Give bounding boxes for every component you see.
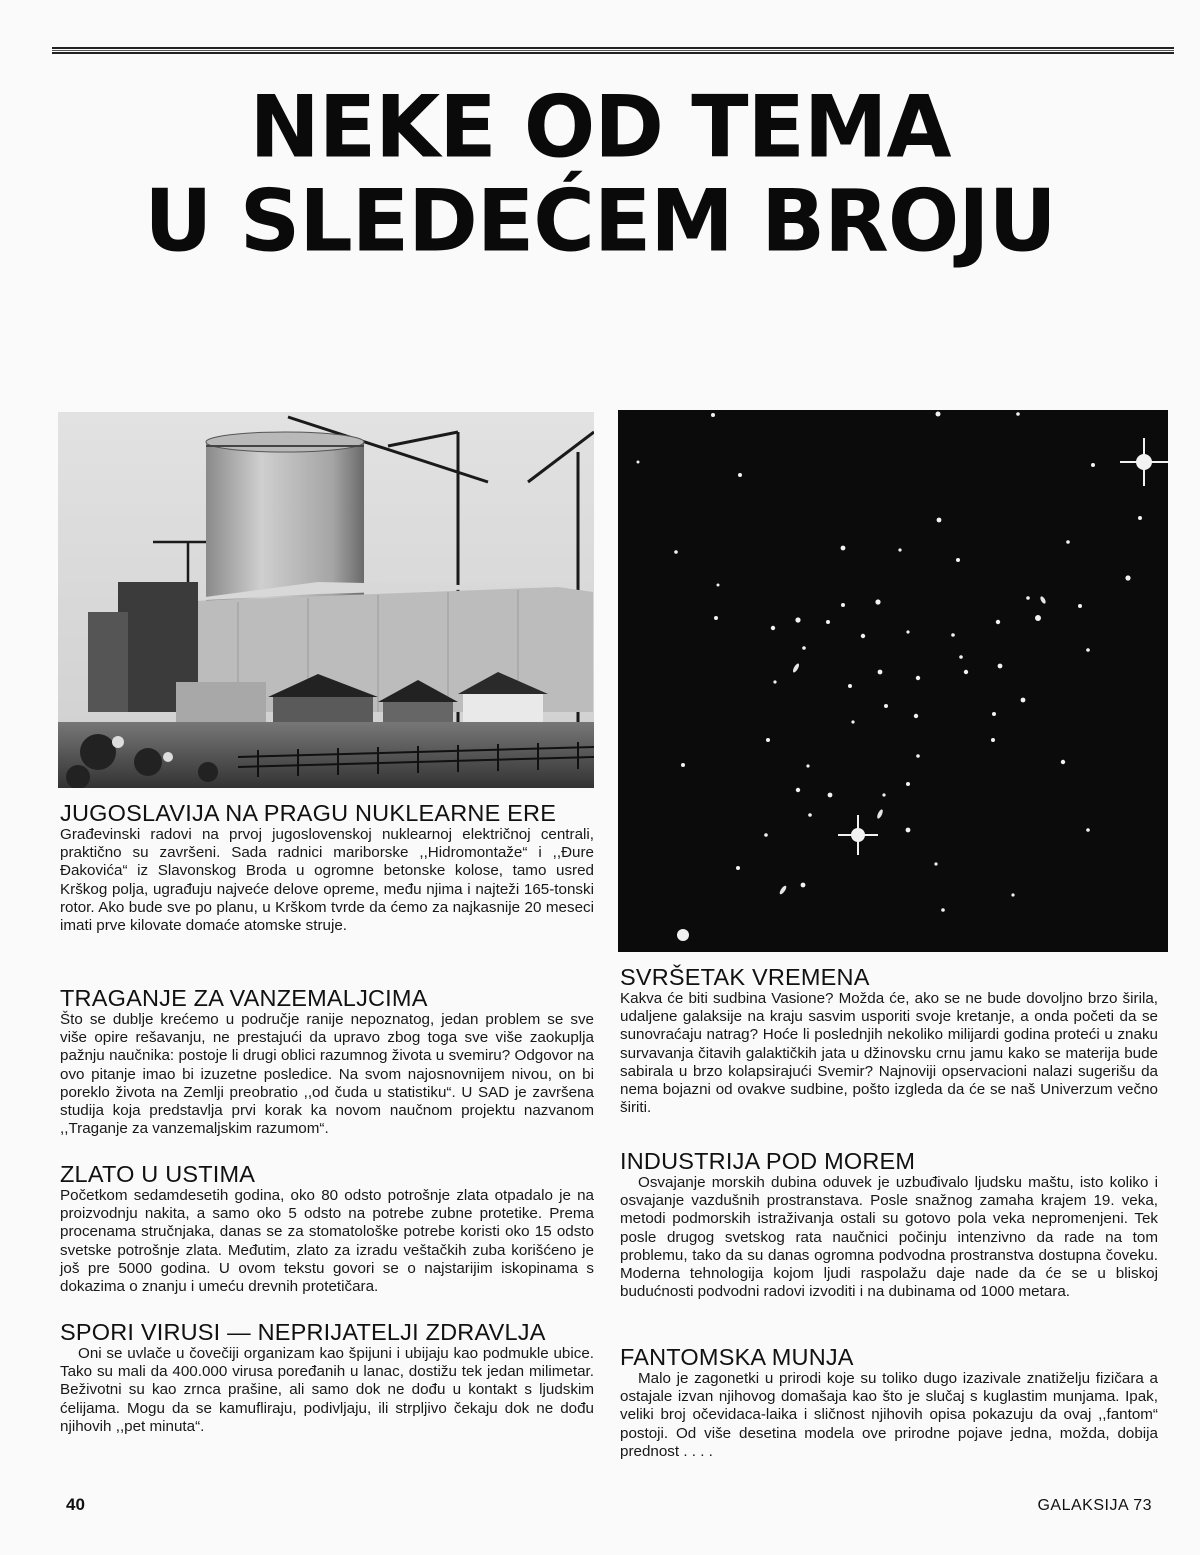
headline xyxy=(0,77,1200,271)
article-title: JUGOSLAVIJA NA PRAGU NUKLEARNE ERE xyxy=(60,800,557,826)
article-title: INDUSTRIJA POD MOREM xyxy=(620,1148,916,1174)
article-body: Što se dublje krećemo u područje ranije nepoznatog, jedan problem se sve više opire rešavanju, ne prestajući da upravo zbog toga sve više zaokuplja pažnju naučnika: postoje li drugi oblici razumnog života u svemiru? Odgovor na ovo pitanje imao bi izuzetne posledice. Na svom najosnovnijem nivou, on bi poreklo života na Zemlji preobratio ,,od čuda u statistiku“. U SAD je završena studija koja predstavlja prvi korak ka novom naučnom projektu nazvanom ,,Traganje za vanzemaljskim razumom“. xyxy=(60,1011,594,1138)
article-aliens xyxy=(60,987,594,1138)
headline-line-2: U SLEDEĆEM BROJU xyxy=(144,170,1056,271)
article-title: FANTOMSKA MUNJA xyxy=(620,1344,854,1370)
article-viruses xyxy=(60,1321,594,1436)
article-body: Osvajanje morskih dubina oduvek je uzbuđivalo ljudsku maštu, isto koliko i osvajanje vazdušnih prostranstava. Posle snažnog zamaha krajem 19. veka, metodi podmorskih istraživanja ostali su gotovo pola veka nepromenjeni. Tek posle drugog svetskog rata naučnici počinju intenzivno da rade na tom problemu, tako da su danas ogromna podvodna prostranstva dostupna čoveku. Moderna tehnologija kojom ljudi raspolažu daje nade da će se u bliskoj budućnosti podvodni radovi izvoditi i na dubinama od 1000 metara. xyxy=(620,1174,1158,1301)
headline-line-1: NEKE OD TEMA xyxy=(249,77,951,178)
article-title: TRAGANJE ZA VANZEMALJCIMA xyxy=(60,985,428,1011)
article-gold xyxy=(60,1163,594,1296)
article-title: ZLATO U USTIMA xyxy=(60,1161,256,1187)
article-undersea-industry xyxy=(620,1150,1158,1301)
article-body: Početkom sedamdesetih godina, oko 80 odsto potrošnje zlata otpadalo je na proizvodnju nakita, a samo oko 5 odsto na potrebe zubne protetike. Prema procenama stručnjaka, danas se za stomatološke potrebe koristi oko 15 odsto svetske potrošnje zlata. Međutim, zlato za izradu veštačkih zuba korišćeno je još pre 5000 godina. U ovom tekstu govori se o najstarijim iskopinama s dokazima o znanju i umeću drevnih protetičara. xyxy=(60,1187,594,1296)
top-rule-inner xyxy=(52,50,1174,51)
article-end-of-time xyxy=(620,966,1158,1117)
article-body: Građevinski radovi na prvoj jugoslovenskoj nuklearnoj električnoj centrali, praktično su završeni. Sada radnici mariborske ,,Hidromontaže“ i ,,Đure Đakovića“ iz Slavonskog Broda u ogromne betonske kolose, tamo usred Krškog polja, ugrađuju najveće delove opreme, među njima i najteži 165-tonski rotor. Ako bude sve po planu, u Krškom tvrde da ćemo za najkasnije 20 meseci imati prve kilovate domaće atomske struje. xyxy=(60,826,594,935)
star-field-photo xyxy=(618,410,1168,952)
article-title: SPORI VIRUSI — NEPRIJATELJI ZDRAVLJA xyxy=(60,1319,546,1345)
page-number: 40 xyxy=(66,1495,85,1514)
article-body: Kakva će biti sudbina Vasione? Možda će, ako se ne bude dovoljno brzo širila, udaljene galaksije na kraju sasvim usporiti svoje kretanje, a onda početi da se sunovraćaju natrag? Hoće li poslednjih nekoliko milijardi godina proteći u znaku survavanja čitavih galaktičkih jata u džinovsku crnu jamu kako se materija bude sabirala u brzo kolapsirajući Svemir? Najnoviji opservacioni nalazi sugerišu da nema bojazni od ovakve sudbine, pošto izgleda da će se naš Univerzum večno širiti. xyxy=(620,990,1158,1117)
article-phantom-lightning xyxy=(620,1346,1158,1461)
article-body: Malo je zagonetki u prirodi koje su toliko dugo izazivale znatiželju fizičara a ostajale izvan njihovog domašaja kao što je slučaj s kuglastim munjama. Ipak, veliki broj očevidaca-laika i sličnost njihovih opisa pokazuju da ovaj ,,fantom“ postoji. Od više desetina modela ove prirodne pojave jedna, možda, dobija prednost . . . . xyxy=(620,1370,1158,1460)
article-body: Oni se uvlače u čovečiji organizam kao špijuni i ubijaju kao podmukle ubice. Tako su mali da 400.000 virusa poređanih u lanac, dostižu tek jedan milimetar. Beživotni su kao zrnca prašine, ali samo dok ne dođu u kontakt s ljudskim ćelijama. Mogu da se kamufliraju, podivljaju, ili strpljivo čekaju dok ne dođu njihovih ,,pet minuta“. xyxy=(60,1345,594,1435)
article-title: SVRŠETAK VREMENA xyxy=(620,964,870,990)
article-nuclear xyxy=(60,802,594,935)
magazine-folio: GALAKSIJA 73 xyxy=(1037,1497,1152,1514)
nuclear-plant-photo xyxy=(58,412,594,788)
